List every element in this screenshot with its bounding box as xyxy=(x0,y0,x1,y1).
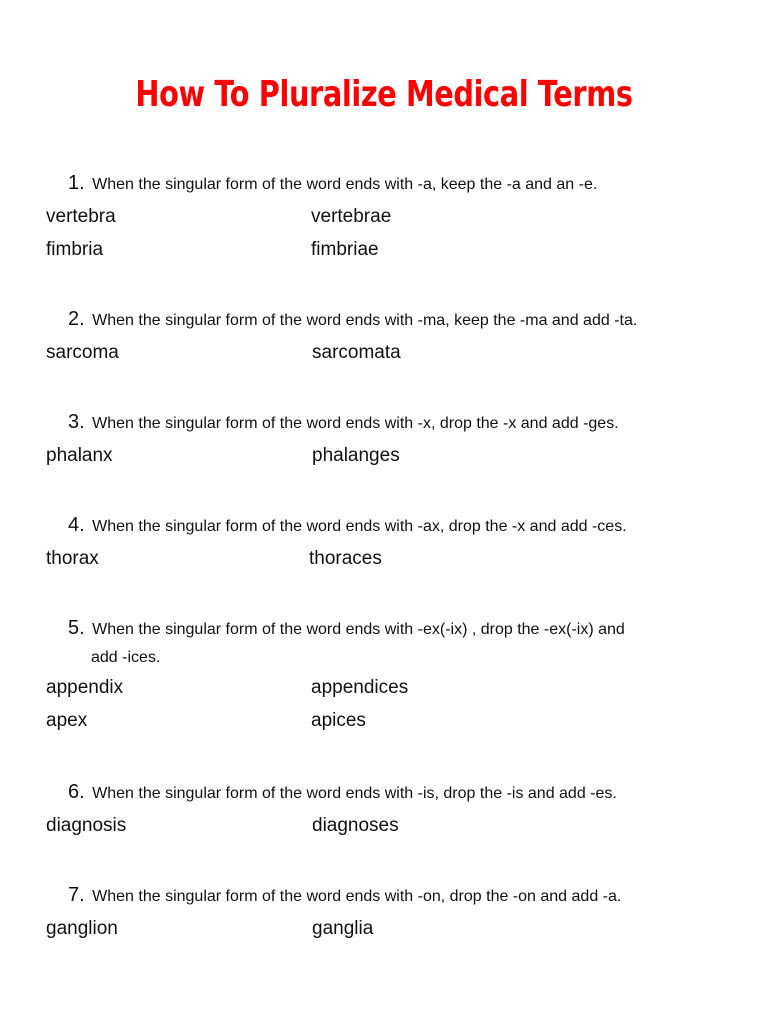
plural-term: thoraces xyxy=(309,548,382,569)
rule-6 xyxy=(46,777,746,842)
singular-term: sarcoma xyxy=(46,342,119,363)
term-pair xyxy=(46,671,746,704)
rule-text: When the singular form of the word ends with -ax, drop the -x and add -ces. xyxy=(92,518,627,535)
term-pair xyxy=(46,200,746,233)
rule-number: 4. xyxy=(68,514,85,536)
rule-4 xyxy=(46,510,746,575)
singular-term: appendix xyxy=(46,677,124,698)
rule-statement xyxy=(46,510,746,542)
plural-term: phalanges xyxy=(312,445,400,466)
rule-text: When the singular form of the word ends with -on, drop the -on and add -a. xyxy=(92,888,622,905)
rule-text: When the singular form of the word ends with -x, drop the -x and add -ges. xyxy=(92,415,619,432)
rule-statement xyxy=(46,777,746,809)
plural-term: diagnoses xyxy=(312,815,399,836)
plural-term: ganglia xyxy=(312,918,374,939)
rule-text-continued: add -ices. xyxy=(91,649,161,666)
rule-statement xyxy=(46,407,746,439)
rule-3 xyxy=(46,407,746,472)
singular-term: thorax xyxy=(46,548,99,569)
rule-1 xyxy=(46,168,746,266)
rule-number: 2. xyxy=(68,308,85,330)
term-pair xyxy=(46,439,746,472)
rule-number: 5. xyxy=(68,617,85,639)
rule-statement xyxy=(46,613,746,645)
rule-statement xyxy=(46,304,746,336)
rule-text: When the singular form of the word ends with -a, keep the -a and an -e. xyxy=(92,176,598,193)
term-pair xyxy=(46,233,746,266)
rule-number: 7. xyxy=(68,884,85,906)
plural-term: fimbriae xyxy=(311,239,379,260)
rule-number: 1. xyxy=(68,172,85,194)
rule-text: When the singular form of the word ends with -ex(-ix) , drop the -ex(-ix) and xyxy=(92,621,625,638)
singular-term: vertebra xyxy=(46,206,116,227)
singular-term: fimbria xyxy=(46,239,104,260)
rule-text: When the singular form of the word ends with -is, drop the -is and add -es. xyxy=(92,785,617,802)
rule-statement xyxy=(46,168,746,200)
singular-term: diagnosis xyxy=(46,815,127,836)
plural-term: appendices xyxy=(311,677,409,698)
plural-term: vertebrae xyxy=(311,206,392,227)
term-pair xyxy=(46,809,746,842)
term-pair xyxy=(46,542,746,575)
plural-term: apices xyxy=(311,710,366,731)
term-pair xyxy=(46,912,746,945)
singular-term: ganglion xyxy=(46,918,118,939)
rule-2 xyxy=(46,304,746,369)
rule-5 xyxy=(46,613,746,737)
plural-term: sarcomata xyxy=(312,342,401,363)
page-title: How To Pluralize Medical Terms xyxy=(135,74,633,116)
rule-7 xyxy=(46,880,746,945)
rule-number: 6. xyxy=(68,781,85,803)
rule-statement xyxy=(46,880,746,912)
term-pair xyxy=(46,336,746,369)
term-pair xyxy=(46,704,746,737)
rule-text: When the singular form of the word ends with -ma, keep the -ma and add -ta. xyxy=(92,312,638,329)
rule-number: 3. xyxy=(68,411,85,433)
singular-term: apex xyxy=(46,710,88,731)
singular-term: phalanx xyxy=(46,445,113,466)
